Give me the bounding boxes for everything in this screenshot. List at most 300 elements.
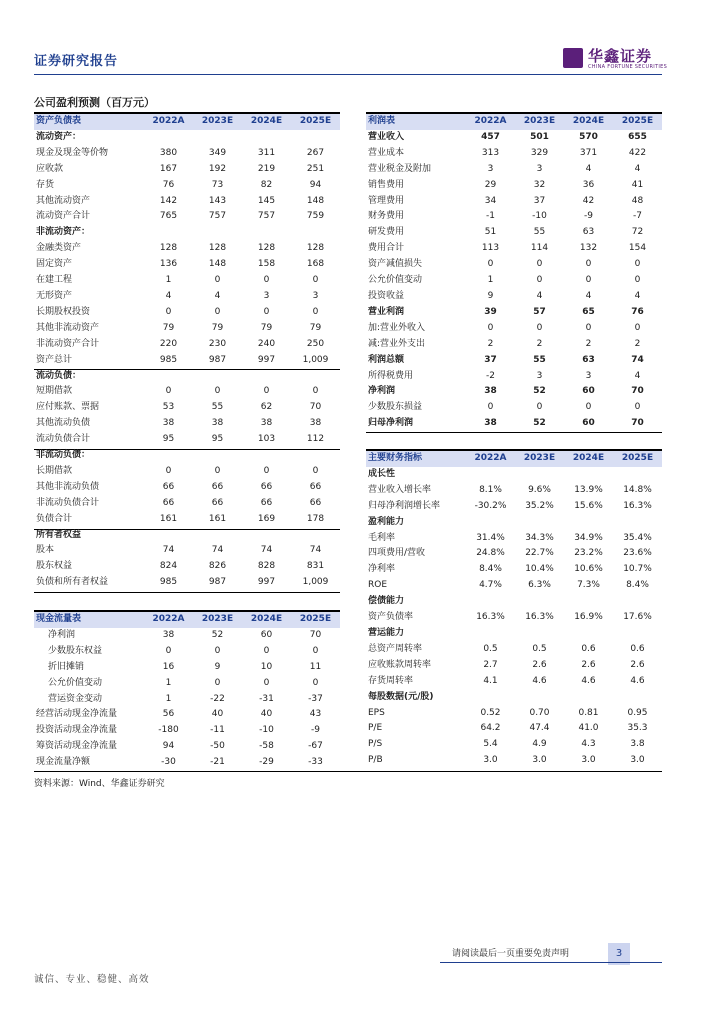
row-label: 资产负债率 [368, 612, 414, 623]
cell-value: -67 [308, 741, 323, 752]
row-label: 筹资活动现金净流量 [36, 741, 118, 752]
table-row [366, 610, 662, 626]
row-label: 财务费用 [368, 211, 405, 222]
table-row [366, 400, 662, 416]
cell-value: 73 [211, 179, 224, 190]
table-title-cell: 现金流量表 [34, 612, 144, 628]
cell-value: 15.6% [574, 500, 603, 511]
cell-value: 0 [634, 322, 641, 333]
cell-value: 9.6% [528, 484, 551, 495]
cell-value: 0 [165, 386, 172, 397]
cell-value: 24.8% [476, 548, 505, 559]
table-row [34, 146, 340, 162]
cell-value: 570 [579, 131, 598, 142]
row-label: 负债合计 [36, 513, 73, 524]
balance-sheet-table [34, 114, 340, 591]
cell-value: 380 [159, 147, 178, 158]
row-label: 流动负债： [36, 370, 82, 381]
cell-value: 79 [260, 322, 273, 333]
bs-bottom-rule [34, 592, 340, 593]
cell-value [242, 130, 291, 146]
cell-value: 148 [208, 259, 227, 270]
row-label: 非流动资产： [36, 227, 91, 238]
row-label: 加:营业外收入 [368, 322, 426, 333]
row-label: 长期股权投资 [36, 306, 91, 317]
cell-value: 1 [165, 677, 172, 688]
cell-value: -37 [308, 693, 323, 704]
table-row [366, 209, 662, 225]
cell-value: -30.2% [474, 500, 507, 511]
cell-value: 63 [582, 354, 595, 365]
cell-value: 35.4% [623, 532, 652, 543]
row-label: 营业税金及附加 [368, 163, 432, 174]
cell-value: 422 [628, 147, 647, 158]
cell-value: 3 [312, 290, 319, 301]
table-row [366, 546, 662, 562]
row-label: 长期借款 [36, 465, 73, 476]
row-label: 销售费用 [368, 179, 405, 190]
row-label: 减:营业外支出 [368, 338, 426, 349]
cell-value: 240 [257, 338, 276, 349]
cell-value: 66 [211, 497, 224, 508]
row-label: 净利润 [368, 386, 396, 397]
table-row [366, 721, 662, 737]
cell-value: 4 [214, 290, 221, 301]
table-row [366, 674, 662, 690]
cell-value: -180 [158, 725, 179, 736]
cell-value: 31.4% [476, 532, 505, 543]
cell-value: 74 [162, 545, 175, 556]
row-label: EPS [368, 707, 385, 718]
row-label: 公允价值变动 [368, 275, 423, 286]
cell-value: 2.7 [483, 659, 498, 670]
cell-value [613, 467, 662, 483]
cell-value: 0 [312, 465, 319, 476]
source-note: 资料来源：Wind、华鑫证券研究 [34, 779, 165, 789]
table-row [366, 369, 662, 385]
row-label: 应收款 [36, 163, 64, 174]
cell-value: 4 [634, 290, 641, 301]
cell-value: 1,009 [302, 577, 329, 588]
cell-value: 128 [208, 243, 227, 254]
cell-value: 250 [306, 338, 325, 349]
row-label: 股东权益 [36, 561, 73, 572]
cell-value: 4.7% [479, 580, 502, 591]
row-label: 流动资产合计 [36, 211, 91, 222]
bottom-rule [34, 771, 662, 772]
cell-value: 66 [260, 481, 273, 492]
cell-value: 10.6% [574, 564, 603, 575]
table-row [366, 178, 662, 194]
cell-value [466, 594, 515, 610]
cell-value: 128 [306, 243, 325, 254]
cell-value: 64.2 [480, 723, 501, 734]
brand-name-en: CHINA FORTUNE SECURITIES [588, 64, 668, 70]
table-row [34, 273, 340, 289]
cell-value [242, 448, 291, 464]
cell-value: 16.3% [525, 612, 554, 623]
cell-value: 4 [536, 290, 543, 301]
table-row [366, 578, 662, 594]
cell-value: 52 [533, 386, 546, 397]
row-label: 短期借款 [36, 386, 73, 397]
cell-value: 3.0 [581, 755, 596, 766]
cell-value: 128 [257, 243, 276, 254]
row-label: 归母净利润增长率 [368, 500, 441, 511]
cell-value: 47.4 [529, 723, 550, 734]
cell-value: 4.6 [630, 675, 645, 686]
cell-value [193, 369, 242, 385]
cell-value: 52 [533, 418, 546, 429]
cell-value: 154 [628, 243, 647, 254]
cell-value: 329 [530, 147, 549, 158]
cell-value: 765 [159, 211, 178, 222]
row-label: 存货 [36, 179, 55, 190]
cell-value: 0 [634, 275, 641, 286]
table-row [366, 257, 662, 273]
cell-value: 1,009 [302, 354, 329, 365]
table-row [34, 660, 340, 676]
column-header: 2025E [613, 114, 662, 130]
column-header: 2025E [291, 612, 340, 628]
row-label: 费用合计 [368, 243, 405, 254]
row-label: 营运资金变动 [48, 693, 103, 704]
table-row [34, 644, 340, 660]
table-row [34, 528, 340, 544]
row-label: 营运能力 [368, 627, 405, 638]
table-header-row [366, 451, 662, 467]
table-row [34, 305, 340, 321]
row-label: 偿债能力 [368, 596, 405, 607]
column-header: 2023E [193, 612, 242, 628]
table-row [34, 162, 340, 178]
cell-value: 74 [309, 545, 322, 556]
table-row [366, 531, 662, 547]
cell-value [291, 528, 340, 544]
row-label: 流动资产： [36, 131, 82, 142]
cell-value: 38 [484, 418, 497, 429]
table-row [366, 658, 662, 674]
cell-value [193, 225, 242, 241]
table-row [366, 483, 662, 499]
row-label: 现金流量净额 [36, 757, 91, 768]
cell-value: 0 [263, 306, 270, 317]
cell-value: 79 [309, 322, 322, 333]
table-row [366, 626, 662, 642]
table-row [34, 369, 340, 385]
cell-value: 0.6 [581, 643, 596, 654]
table-row [34, 628, 340, 644]
cell-value: 74 [631, 354, 644, 365]
column-header: 2024E [564, 114, 613, 130]
cell-value: 35.3 [627, 723, 648, 734]
row-label: 成长性 [368, 468, 396, 479]
cell-value: 2.6 [581, 659, 596, 670]
cell-value: 40 [260, 709, 273, 720]
cell-value: 0 [312, 386, 319, 397]
cell-value: 42 [582, 195, 595, 206]
cell-value [144, 369, 193, 385]
financial-ratios-table [366, 451, 662, 769]
cell-value: 94 [162, 741, 175, 752]
cell-value: 0 [312, 677, 319, 688]
cell-value: 74 [211, 545, 224, 556]
cell-value: 14.8% [623, 484, 652, 495]
cell-value: 3.8 [630, 739, 645, 750]
cell-value: 38 [162, 629, 175, 640]
cell-value: 1 [165, 275, 172, 286]
cell-value: 37 [484, 354, 497, 365]
cell-value: 38 [260, 418, 273, 429]
cell-value: 4 [634, 370, 641, 381]
row-label: 折旧摊销 [48, 661, 85, 672]
cell-value: 826 [208, 561, 227, 572]
cell-value: 95 [162, 434, 175, 445]
table-row [34, 448, 340, 464]
row-label: 金融类资产 [36, 243, 82, 254]
cell-value [242, 225, 291, 241]
cell-value: 4 [634, 163, 641, 174]
row-label: 少数股东权益 [48, 645, 103, 656]
row-label: P/B [368, 755, 383, 766]
table-row [34, 739, 340, 755]
cell-value [564, 515, 613, 531]
cell-value: 60 [260, 629, 273, 640]
row-label: 盈利能力 [368, 516, 405, 527]
table-row [366, 515, 662, 531]
cell-value: 32 [533, 179, 546, 190]
cell-value: 4.9 [532, 739, 547, 750]
column-header: 2023E [193, 114, 242, 130]
cell-value: 39 [484, 306, 497, 317]
cell-value: 29 [484, 179, 497, 190]
cell-value: 311 [257, 147, 276, 158]
table-row [366, 241, 662, 257]
table-row [366, 642, 662, 658]
table-row [34, 416, 340, 432]
cell-value: 0 [263, 386, 270, 397]
cell-value: 41 [631, 179, 644, 190]
cell-value: 0 [165, 465, 172, 476]
cell-value: 4 [585, 290, 592, 301]
cell-value: 70 [309, 629, 322, 640]
cell-value: 16.3% [623, 500, 652, 511]
cell-value: 0 [634, 259, 641, 270]
cell-value: 142 [159, 195, 178, 206]
cell-value: 158 [257, 259, 276, 270]
table-row [34, 512, 340, 528]
column-header: 2025E [291, 114, 340, 130]
row-label: 营业利润 [368, 306, 405, 317]
cell-value [613, 626, 662, 642]
table-row [34, 707, 340, 723]
cell-value: 66 [309, 497, 322, 508]
cell-value: 79 [211, 322, 224, 333]
table-row [34, 755, 340, 771]
cell-value [291, 225, 340, 241]
table-row [34, 225, 340, 241]
page-number: 3 [608, 943, 630, 965]
cell-value: 2.6 [532, 659, 547, 670]
cell-value: 0.6 [630, 643, 645, 654]
cell-value: 112 [306, 434, 325, 445]
cell-value: 103 [257, 434, 276, 445]
table-row [366, 305, 662, 321]
cell-value: 65 [582, 306, 595, 317]
footer-divider [440, 962, 662, 963]
cell-value: 10.4% [525, 564, 554, 575]
cell-value: 0 [487, 402, 494, 413]
table-row [34, 575, 340, 591]
table-row [34, 194, 340, 210]
cell-value: 0 [263, 465, 270, 476]
cell-value: 1 [165, 693, 172, 704]
cell-value: 66 [162, 481, 175, 492]
cell-value: 0 [263, 275, 270, 286]
row-label: 固定资产 [36, 259, 73, 270]
cell-value [466, 467, 515, 483]
cell-value [144, 448, 193, 464]
cell-value [242, 369, 291, 385]
cell-value: 997 [257, 354, 276, 365]
table-row [366, 130, 662, 146]
table-row [366, 146, 662, 162]
row-label: 非流动负债： [36, 450, 91, 461]
cell-value [193, 448, 242, 464]
cell-value: 143 [208, 195, 227, 206]
row-label: 研发费用 [368, 227, 405, 238]
cell-value: 95 [211, 434, 224, 445]
cell-value: 3.0 [630, 755, 645, 766]
cell-value: -10 [259, 725, 274, 736]
table-row [34, 496, 340, 512]
cell-value: 0 [214, 677, 221, 688]
cell-value: 38 [211, 418, 224, 429]
column-header: 2023E [515, 114, 564, 130]
cell-value: 36 [582, 179, 595, 190]
cell-value: 0 [536, 259, 543, 270]
row-label: 所有者权益 [36, 529, 82, 540]
column-header: 2022A [144, 612, 193, 628]
row-label: 四项费用/营收 [368, 548, 426, 559]
column-header: 2025E [613, 451, 662, 467]
cell-value: 9 [214, 661, 221, 672]
disclaimer-link[interactable]: 请阅读最后一页重要免责声明 [452, 949, 570, 959]
cell-value [144, 225, 193, 241]
cell-value: 16 [162, 661, 175, 672]
cell-value: 136 [159, 259, 178, 270]
row-label: 投资收益 [368, 290, 405, 301]
cell-value: 34.9% [574, 532, 603, 543]
cell-value: 8.1% [479, 484, 502, 495]
cell-value: -30 [161, 757, 176, 768]
cell-value: 51 [484, 227, 497, 238]
cell-value: 0 [214, 386, 221, 397]
cell-value: 4.6 [532, 675, 547, 686]
cell-value: 10.7% [623, 564, 652, 575]
cell-value: 113 [481, 243, 500, 254]
cell-value: -29 [259, 757, 274, 768]
cell-value: 37 [533, 195, 546, 206]
table-row [366, 225, 662, 241]
cell-value: 0 [585, 259, 592, 270]
cell-value: 145 [257, 195, 276, 206]
cell-value: 161 [159, 513, 178, 524]
row-label: 投资活动现金净流量 [36, 725, 118, 736]
table-row [34, 178, 340, 194]
cell-value: 0 [536, 275, 543, 286]
table-title-cell: 主要财务指标 [366, 451, 466, 467]
cell-value: 3.0 [483, 755, 498, 766]
cell-value: 43 [309, 709, 322, 720]
cell-value: -11 [210, 725, 225, 736]
table-row [34, 289, 340, 305]
cell-value: -2 [486, 370, 495, 381]
table-row [366, 594, 662, 610]
row-label: 净利润 [48, 629, 76, 640]
cell-value [515, 690, 564, 706]
cell-value: 0 [214, 645, 221, 656]
table-row [34, 432, 340, 448]
column-header: 2024E [242, 612, 291, 628]
row-label: 所得税费用 [368, 370, 414, 381]
table-row [366, 321, 662, 337]
cell-value: 0 [263, 645, 270, 656]
table-row [366, 499, 662, 515]
row-label: 负债和所有者权益 [36, 577, 109, 588]
row-label: 其他流动资产 [36, 195, 91, 206]
cell-value: 16.3% [476, 612, 505, 623]
cell-value [613, 594, 662, 610]
table-row [34, 209, 340, 225]
row-label: 现金及现金等价物 [36, 147, 109, 158]
cell-value: 349 [208, 147, 227, 158]
cell-value: 0 [312, 275, 319, 286]
cell-value: -50 [210, 741, 225, 752]
table-row [34, 130, 340, 146]
table-row [34, 676, 340, 692]
cell-value: 0 [214, 465, 221, 476]
row-label: 经营活动现金净流量 [36, 709, 118, 720]
cell-value [291, 369, 340, 385]
cell-value: 985 [159, 577, 178, 588]
row-label: 流动负债合计 [36, 434, 91, 445]
table-row [366, 467, 662, 483]
cell-value: -21 [210, 757, 225, 768]
income-statement-table [366, 114, 662, 432]
cell-value: 82 [260, 179, 273, 190]
cell-value: -31 [259, 693, 274, 704]
cell-value: 4 [165, 290, 172, 301]
cell-value: 9 [487, 290, 494, 301]
cell-value: 8.4% [626, 580, 649, 591]
cell-value: 40 [211, 709, 224, 720]
cell-value: 313 [481, 147, 500, 158]
cell-value [193, 528, 242, 544]
cell-value [242, 528, 291, 544]
cell-value: 0 [214, 306, 221, 317]
column-header: 2023E [515, 451, 564, 467]
row-label: 净利率 [368, 564, 396, 575]
cell-value [564, 690, 613, 706]
cell-value: 831 [306, 561, 325, 572]
cell-value [515, 515, 564, 531]
cell-value: 169 [257, 513, 276, 524]
table-row [34, 400, 340, 416]
cell-value: 501 [530, 131, 549, 142]
row-label: 利润总额 [368, 354, 405, 365]
column-header: 2022A [466, 451, 515, 467]
